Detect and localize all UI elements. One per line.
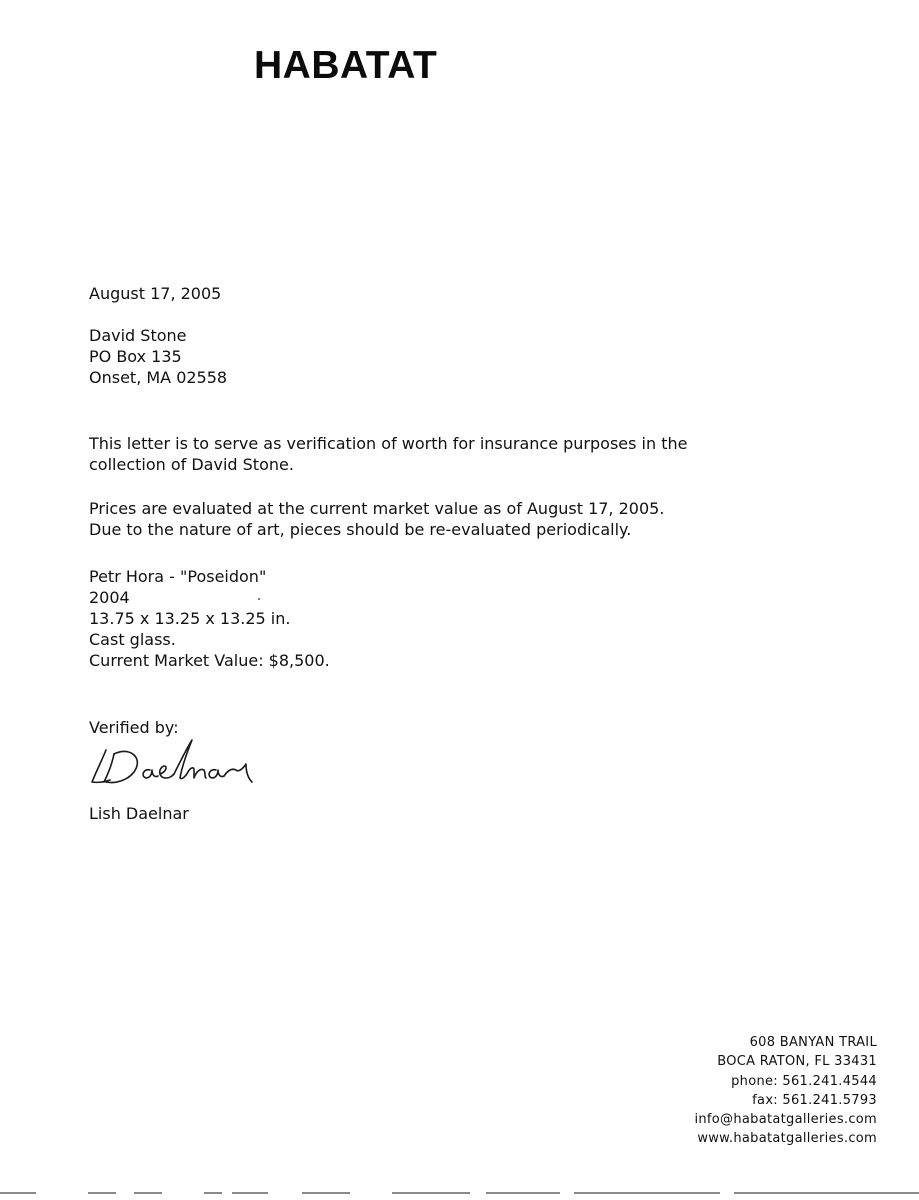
paragraph-pricing bbox=[89, 498, 664, 540]
paragraph-purpose-line1: This letter is to serve as verification of worth for insurance purposes in the bbox=[89, 434, 688, 453]
recipient-name: David Stone bbox=[89, 326, 187, 345]
letterhead-title: HABATAT bbox=[254, 44, 438, 87]
verified-by-label bbox=[89, 717, 179, 738]
letter-date bbox=[89, 283, 221, 304]
signature-image bbox=[88, 736, 268, 796]
footer-street: 608 BANYAN TRAIL bbox=[749, 1035, 877, 1050]
recipient-address-line2: Onset, MA 02558 bbox=[89, 368, 228, 387]
date-text: August 17, 2005 bbox=[89, 284, 222, 303]
scan-speck bbox=[258, 598, 260, 600]
paragraph-purpose bbox=[89, 433, 687, 475]
footer-website: www.habatatgalleries.com bbox=[697, 1131, 877, 1147]
artwork-year: 2004 bbox=[89, 588, 130, 607]
recipient-address-line1: PO Box 135 bbox=[89, 347, 182, 366]
artwork-medium: Cast glass. bbox=[89, 630, 176, 649]
paragraph-purpose-line2: collection of David Stone. bbox=[89, 455, 294, 474]
footer-phone: phone: 561.241.4544 bbox=[731, 1073, 877, 1089]
footer-city: BOCA RATON, FL 33431 bbox=[717, 1054, 877, 1070]
paragraph-pricing-line2: Due to the nature of art, pieces should be re-evaluated periodically. bbox=[89, 520, 632, 539]
recipient-address bbox=[89, 325, 227, 388]
signer-name: Lish Daelnar bbox=[89, 804, 189, 823]
scan-edge-line bbox=[0, 1192, 919, 1194]
paragraph-pricing-line1: Prices are evaluated at the current market value as of August 17, 2005. bbox=[89, 499, 665, 518]
artwork-dimensions: 13.75 x 13.25 x 13.25 in. bbox=[89, 609, 291, 628]
signer-block bbox=[89, 803, 189, 824]
footer-fax: fax: 561.241.5793 bbox=[752, 1092, 877, 1108]
verified-by-text: Verified by: bbox=[89, 718, 179, 737]
artwork-details bbox=[89, 566, 330, 671]
artwork-artist-title: Petr Hora - "Poseidon" bbox=[89, 567, 267, 586]
footer-contact bbox=[694, 1033, 877, 1149]
footer-email: info@habatatgalleries.com bbox=[694, 1112, 877, 1128]
artwork-value: Current Market Value: $8,500. bbox=[89, 651, 330, 670]
